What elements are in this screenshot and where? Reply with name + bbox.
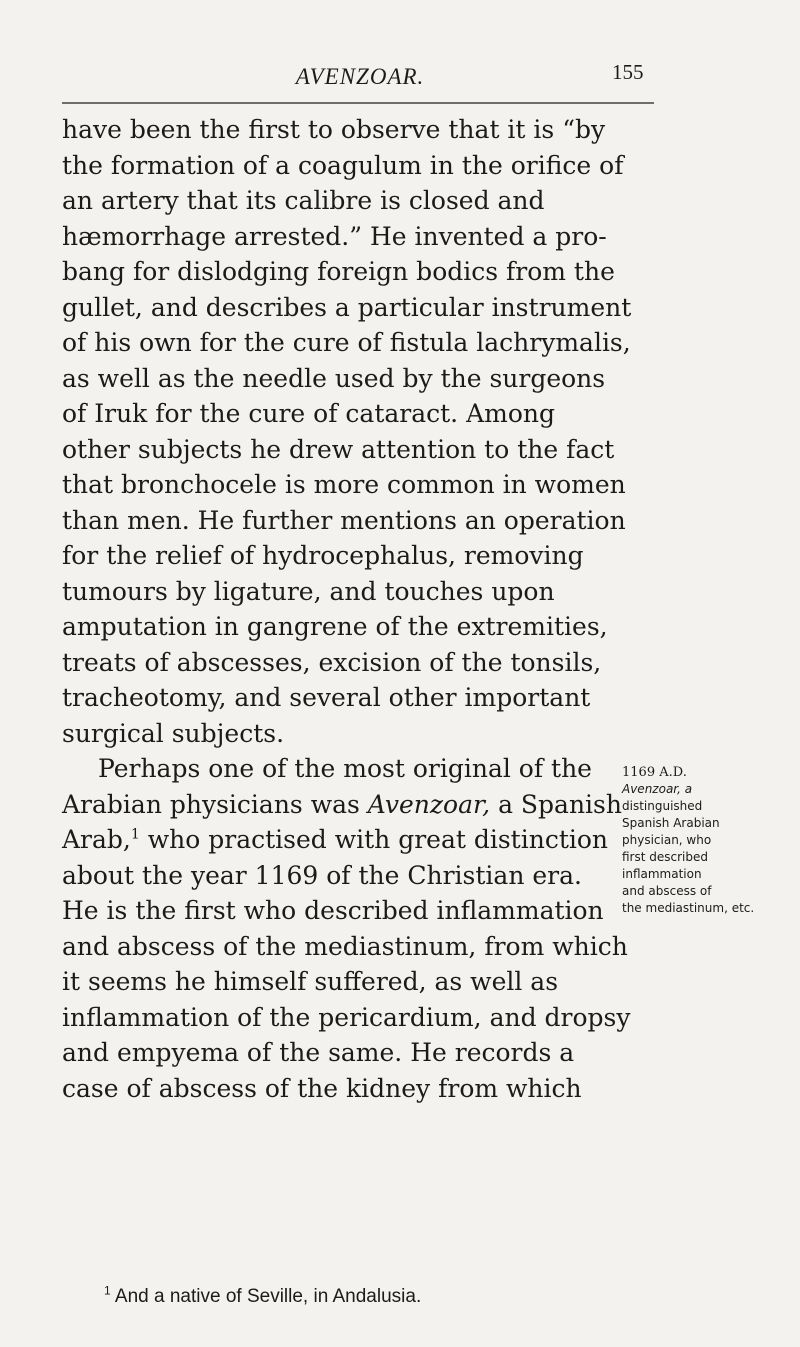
text-line-footnote-ref — [62, 822, 609, 858]
margin-line: distinguished — [622, 799, 703, 813]
footnote — [104, 1283, 664, 1308]
text-line: for the relief of hydrocephalus, removing — [62, 541, 584, 570]
header-rule — [62, 102, 654, 104]
footnote-ref-1[interactable]: 1 — [130, 826, 140, 843]
avenzoar-name: Avenzoar, — [367, 789, 491, 819]
margin-title: Avenzoar, a — [622, 782, 693, 796]
footnote-marker: 1 — [104, 1283, 111, 1298]
text-line: bang for dislodging foreign bodics from the — [62, 257, 615, 286]
text-line: tracheotomy, and several other important — [62, 683, 591, 712]
text-line: and abscess of the mediastinum, from which — [62, 931, 628, 961]
text-line: have been the first to observe that it is “by — [62, 115, 606, 144]
margin-line: the mediastinum, etc. — [622, 901, 755, 915]
paragraph-start-line: Perhaps one of the most original of the — [98, 754, 592, 783]
margin-line: physician, who — [622, 833, 712, 847]
text-line: about the year 1169 of the Christian era. — [62, 860, 582, 890]
body-text — [62, 112, 662, 1106]
footnote-text: And a native of Seville, in Andalusia. — [114, 1286, 422, 1307]
text-line: as well as the needle used by the surgeons — [62, 363, 606, 393]
running-title: AVENZOAR. — [295, 64, 425, 89]
text-line: it seems he himself suffered, as well as — [62, 967, 559, 996]
text-line: that bronchocele is more common in women — [62, 470, 626, 499]
text-line-avenzoar — [62, 787, 622, 823]
page-number: 155 — [612, 60, 644, 84]
page-header — [0, 52, 800, 100]
text-line: of his own for the cure of fistula lachrymalis, — [62, 328, 631, 357]
text-line: gullet, and describes a particular instrument — [62, 292, 632, 322]
margin-line: inflammation — [622, 867, 702, 881]
margin-line: Spanish Arabian — [622, 816, 720, 830]
text-line: hæmorrhage arrested.” He invented a pro- — [62, 221, 607, 251]
text-line: amputation in gangrene of the extremities, — [62, 612, 608, 641]
text-line: other subjects he drew attention to the fact — [62, 434, 615, 464]
text-line: the formation of a coagulum in the orifice of — [62, 150, 624, 180]
margin-line: first described — [622, 850, 708, 864]
text-line: He is the first who described inflammation — [62, 896, 604, 925]
margin-line: and abscess of — [622, 884, 712, 898]
text-line: tumours by ligature, and touches upon — [62, 576, 555, 606]
margin-date: 1169 A.D. — [622, 765, 687, 780]
text-line: surgical subjects. — [62, 718, 285, 748]
text-line: an artery that its calibre is closed and — [62, 186, 545, 215]
text-line: treats of abscesses, excision of the tonsils, — [62, 647, 602, 677]
text-span: Arab, — [62, 825, 131, 854]
text-span: who practised with great distinction — [139, 825, 609, 854]
text-line: and empyema of the same. He records a — [62, 1038, 575, 1067]
text-line: inflammation of the pericardium, and dropsy — [62, 1002, 631, 1032]
text-line: of Iruk for the cure of cataract. Among — [62, 399, 555, 428]
text-line: than men. He further mentions an operation — [62, 505, 626, 535]
margin-note — [622, 764, 760, 917]
text-span: a Spanish — [490, 789, 622, 819]
text-line: case of abscess of the kidney from which — [62, 1073, 582, 1103]
text-span: Arabian physicians was — [62, 789, 368, 819]
